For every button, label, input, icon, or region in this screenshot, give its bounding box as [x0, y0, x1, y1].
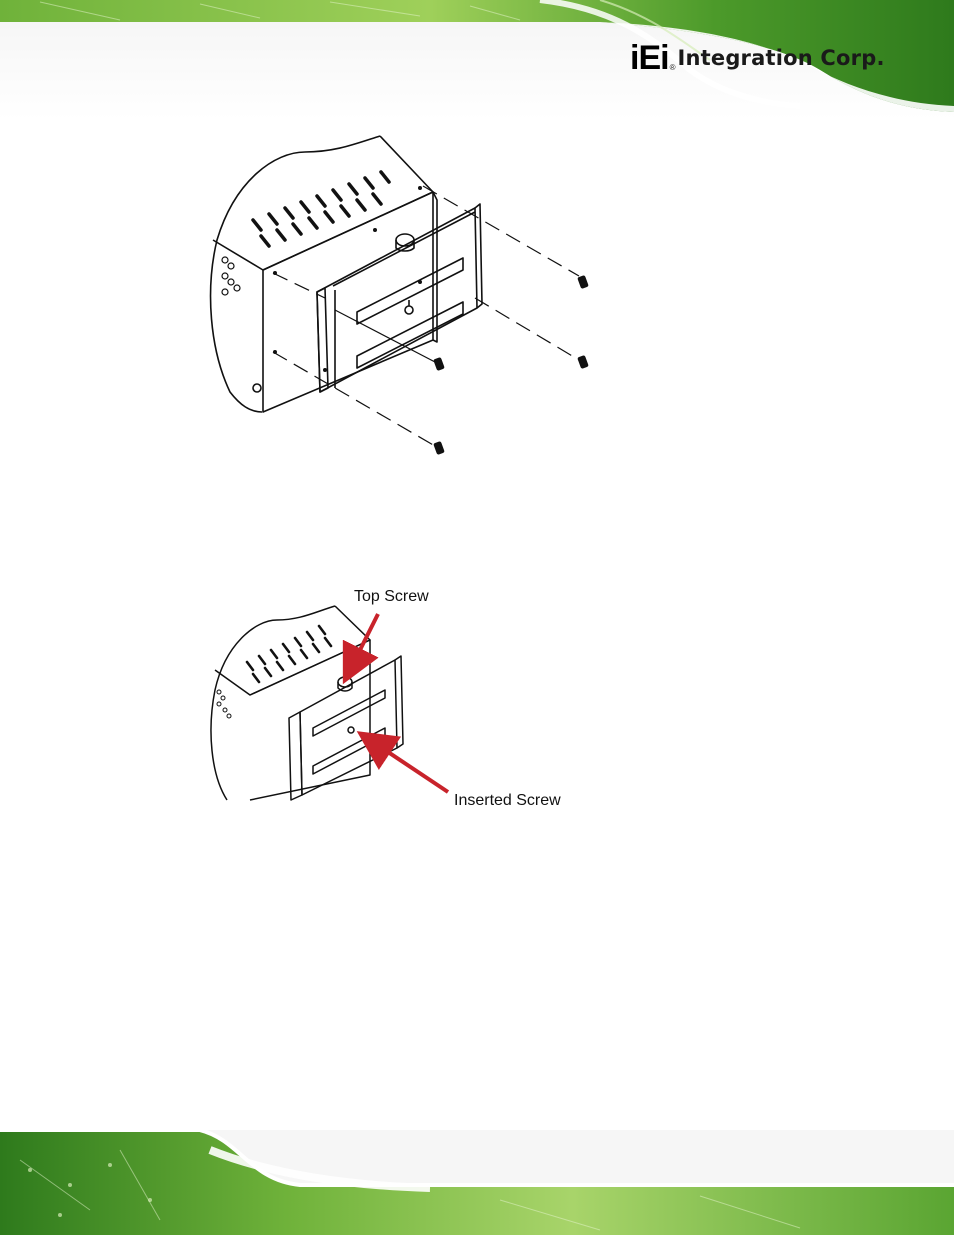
logo-mark — [630, 40, 669, 76]
callout-arrows — [340, 600, 460, 800]
monitor-back-plate — [263, 192, 433, 412]
bracket-installation-exploded-figure — [195, 130, 615, 460]
logo-mark-text: iEi — [630, 39, 669, 77]
top-screw-label: Top Screw — [354, 588, 429, 605]
logo-company-name: Integration Corp. — [677, 46, 885, 70]
registered-mark: ® — [669, 62, 676, 72]
page-header-banner — [0, 0, 954, 120]
top-screw-arrow — [350, 614, 378, 670]
vent-slots — [253, 172, 389, 246]
inserted-screw-arrow — [370, 740, 448, 792]
iei-logo — [630, 40, 885, 76]
screws — [433, 275, 589, 455]
mounting-bracket — [317, 204, 482, 392]
screw-guide-lines — [273, 186, 579, 446]
footer-swoosh-graphic — [0, 1130, 954, 1235]
inserted-screw-label: Inserted Screw — [454, 792, 561, 809]
page-footer-banner — [0, 1130, 954, 1235]
